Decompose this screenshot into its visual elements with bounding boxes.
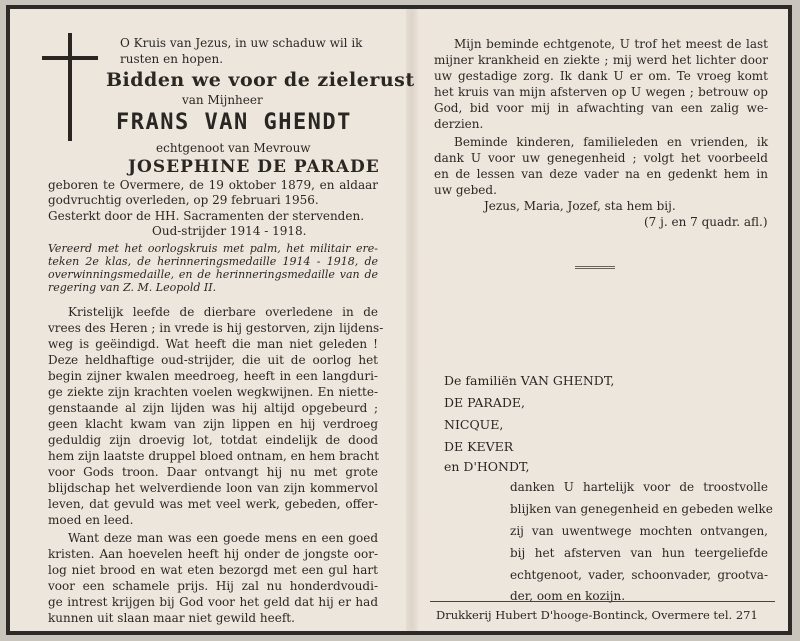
card-fold: [406, 9, 418, 631]
text-line: blijdschap het welverdiende loon van zijn kommervol: [48, 481, 378, 495]
text-line: Deze heldhaftige oud-strijder, die uit de oorlog het: [48, 353, 378, 367]
indulgence: (7 j. en 7 quadr. afl.): [644, 215, 768, 229]
text-line: log niet brood en wat eten bezorgd met een gul hart: [48, 563, 378, 577]
honours-line-4: regering van Z. M. Leopold II.: [48, 281, 217, 294]
text-line: Want deze man was een goede mens en een goed: [68, 531, 378, 545]
text-line: Kristelijk leefde de dierbare overledene in de: [68, 305, 378, 319]
text-line: moed en leed.: [48, 513, 134, 527]
text-line: begin zijner kwalen meedroeg, heeft in een langduri-: [48, 369, 378, 383]
family-name: NICQUE,: [444, 417, 504, 432]
honours-line-3: overwinningsmedaille, en de herinneringsmedaille van de: [48, 268, 378, 281]
text-line: echtgenoot, vader, schoonvader, grootva-: [510, 568, 768, 582]
text-line: uw gebed.: [434, 183, 497, 197]
printer-rule: [430, 601, 775, 602]
prayer: Jezus, Maria, Jozef, sta hem bij.: [484, 199, 676, 213]
deceased-name: FRANS VAN GHENDT: [116, 110, 352, 135]
text-line: Beminde kinderen, familieleden en vrienden, ik: [454, 135, 768, 149]
text-line: voor Gods troon. Daar ontvangt hij nu met grote: [48, 465, 378, 479]
intro-line-1: O Kruis van Jezus, in uw schaduw wil ik: [120, 36, 363, 50]
text-line: zij van uwentwege mochten ontvangen,: [510, 524, 768, 538]
van-mijnheer: van Mijnheer: [182, 93, 263, 107]
text-line: mijner krankheid en ziekte ; mij werd het lichter door: [434, 53, 768, 67]
family-name: DE PARADE,: [444, 395, 525, 410]
intro-line-2: rusten en hopen.: [120, 52, 224, 66]
text-line: ge intrest krijgen bij God voor het geld dat hij er had: [48, 595, 378, 609]
separator: [575, 266, 615, 269]
text-line: ge ziekte zijn krachten voelen wegkwijnen. En niette-: [48, 385, 378, 399]
text-line: leven, dat gevuld was met veel werk, gebeden, offer-: [48, 497, 378, 511]
text-line: genstaande al zijn lijden was hij altijd opgebeurd ;: [48, 401, 378, 415]
birth-line-2: godvruchtig overleden, op 29 februari 1956.: [48, 193, 319, 207]
text-line: voor een schamele prijs. Hij zal nu honderdvoudi-: [48, 579, 378, 593]
memorial-card: [6, 5, 792, 635]
printer-credit: Drukkerij Hubert D'hooge-Bontinck, Overmere tel. 271: [436, 608, 758, 622]
honours-line-1: Vereerd met het oorlogskruis met palm, het militair ere-: [48, 242, 378, 255]
text-line: het kruis van mijn afsterven op U wegen ; betrouw op: [434, 85, 768, 99]
spouse-name: JOSEPHINE DE PARADE: [128, 157, 380, 177]
spouse-of: echtgenoot van Mevrouw: [156, 141, 311, 155]
family-name: De familiën VAN GHENDT,: [444, 373, 615, 388]
text-line: bij het afsterven van hun teergeliefde: [510, 546, 768, 560]
text-line: uw gestadige zorg. Ik dank U er om. Te vroeg komt: [434, 69, 768, 83]
cross-icon: [68, 33, 72, 141]
veteran: Oud-strijder 1914 - 1918.: [152, 224, 307, 238]
text-line: God, bid voor mij in afwachting van een zalig we-: [434, 101, 768, 115]
family-name: en D'HONDT,: [444, 459, 530, 474]
text-line: dank U voor uw genegenheid ; volgt het voorbeeld: [434, 151, 768, 165]
text-line: hem zijn laatste druppel bloed ontnam, en hem bracht: [48, 449, 380, 463]
text-line: kristen. Aan hoevelen heeft hij onder de jongste oor-: [48, 547, 378, 561]
text-line: en de lessen van deze vader na en gedenkt hem in: [434, 167, 768, 181]
birth-line-1: geboren te Overmere, de 19 oktober 1879, en aldaar: [48, 178, 378, 192]
family-name: DE KEVER: [444, 439, 514, 454]
text-line: kunnen uit slaan maar niet gewild heeft.: [48, 611, 295, 625]
text-line: vrees des Heren ; in vrede is hij gestorven, zijn lijdens-: [48, 321, 384, 335]
cross-icon-bar: [42, 56, 98, 60]
text-line: weg is geëindigd. Wat heeft die man niet geleden !: [48, 337, 378, 351]
text-line: blijken van genegenheid en gebeden welke: [510, 502, 773, 516]
honours-line-2: teken 2e klas, de herinneringsmedaille 1914 - 1918, de: [48, 255, 378, 268]
text-line: der, oom en kozijn.: [510, 589, 626, 603]
sacraments: Gesterkt door de HH. Sacramenten der stervenden.: [48, 209, 365, 223]
text-line: derzien.: [434, 117, 484, 131]
text-line: geen klacht kwam van zijn lippen en hij verdroeg: [48, 417, 378, 431]
text-line: danken U hartelijk voor de troostvolle: [510, 480, 768, 494]
text-line: geduldig zijn droevig lot, totdat eindelijk de dood: [48, 433, 378, 447]
heading-pray: Bidden we voor de zielerust: [106, 69, 415, 91]
text-line: Mijn beminde echtgenote, U trof het meest de last: [454, 37, 768, 51]
